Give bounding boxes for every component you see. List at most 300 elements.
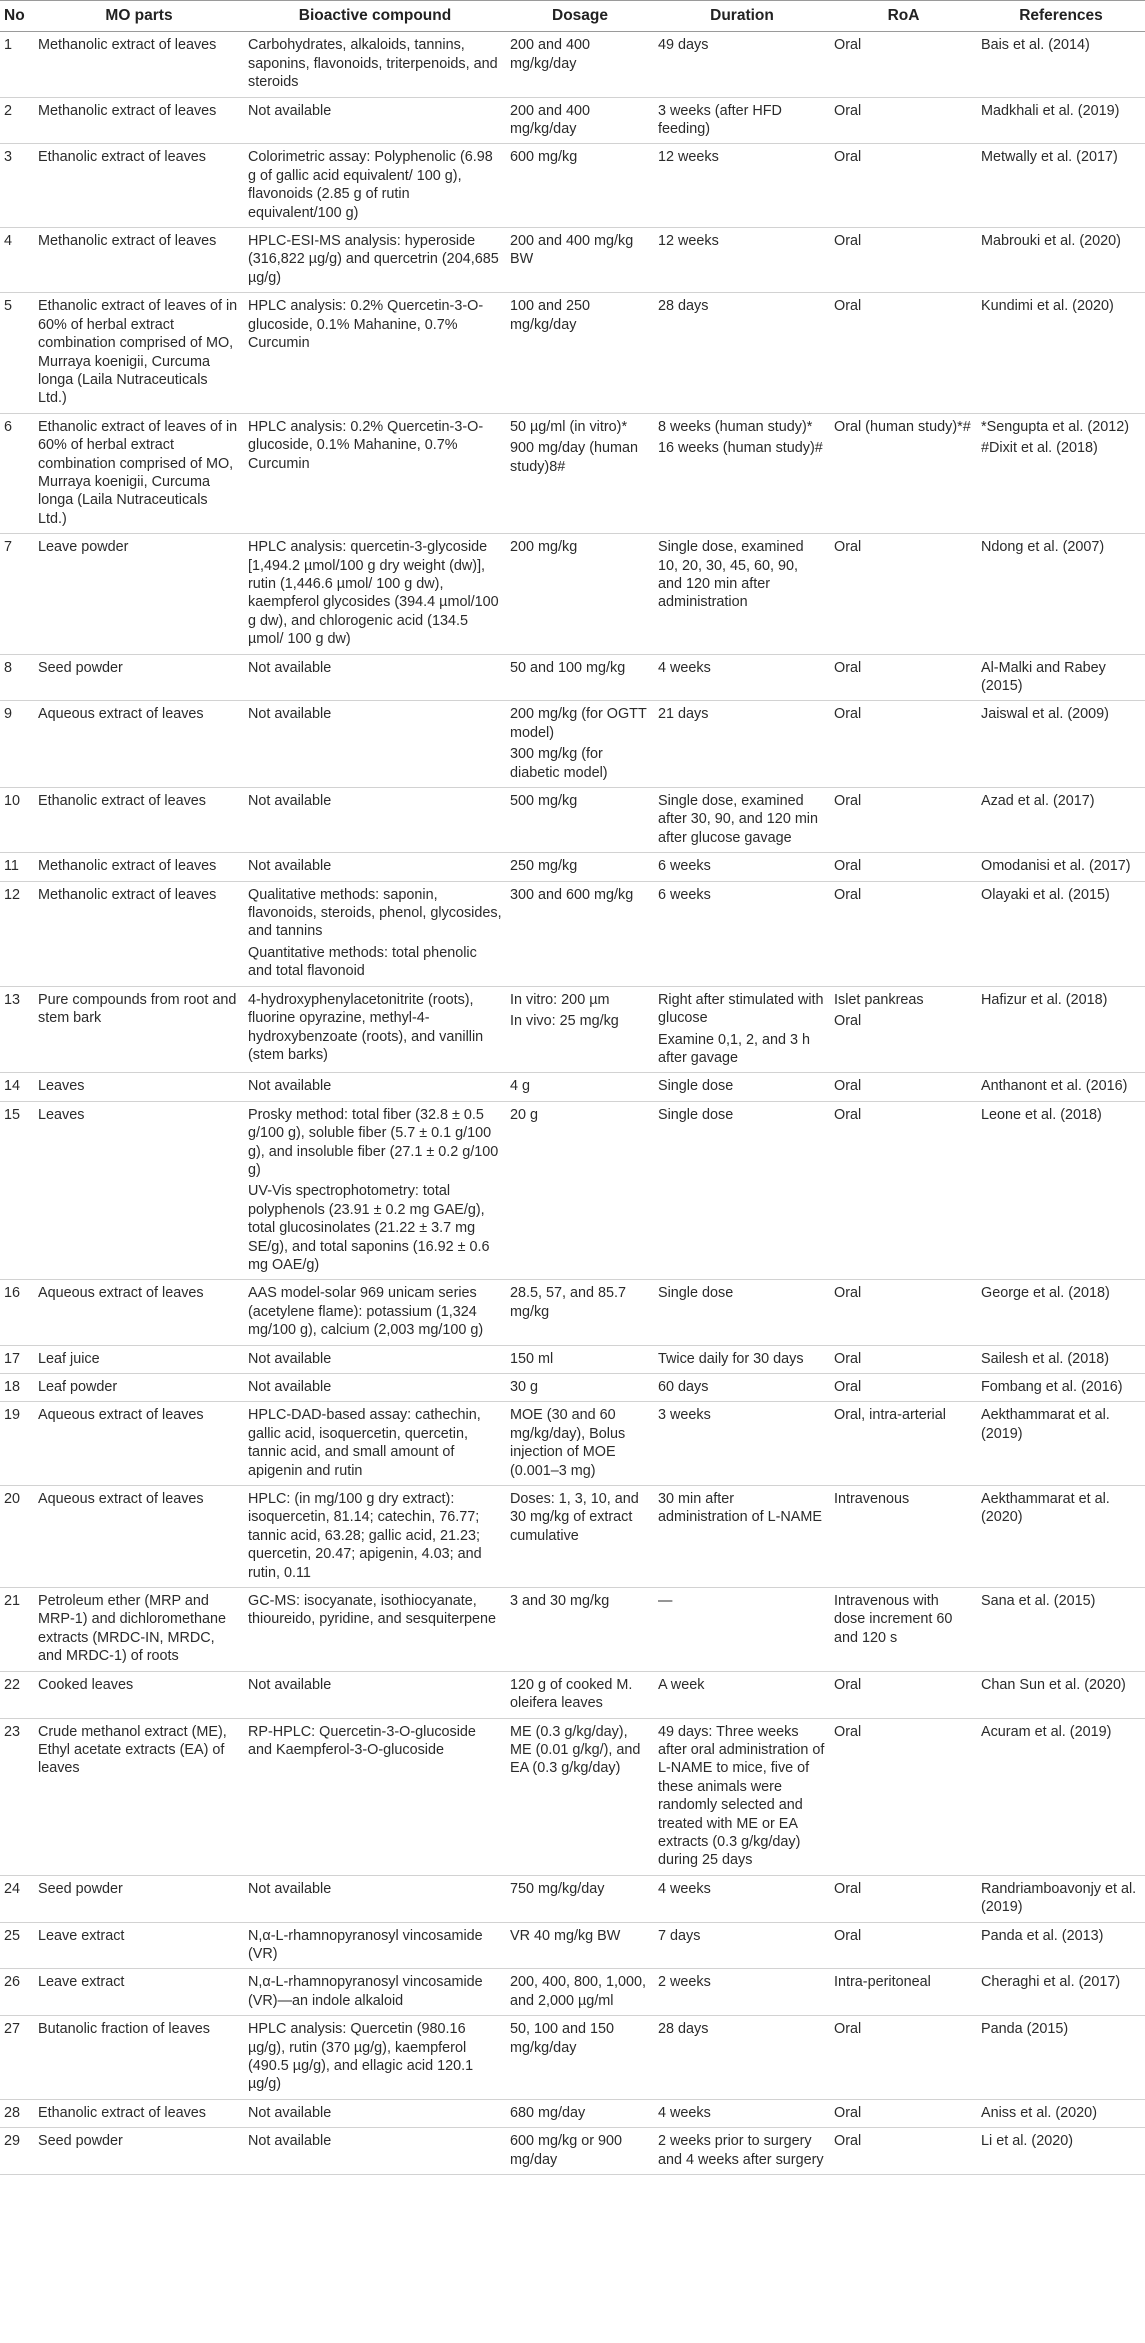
cell-dosage-text: 120 g of cooked M. oleifera leaves — [510, 1676, 633, 1712]
cell-roa — [830, 1718, 977, 1875]
cell-roa — [830, 1101, 977, 1280]
cell-roa-text: Oral — [834, 886, 862, 903]
cell-mo-parts-text: Ethanolic extract of leaves of in 60% of herbal extract combination comprised of MO, Murraya koenigii, Curcuma longa (Laila Nutraceuticals Ltd.) — [38, 418, 238, 527]
cell-duration-text: 28 days — [658, 2021, 709, 2038]
cell-mo-parts — [34, 2016, 244, 2100]
cell-no: 13 — [0, 986, 34, 1073]
cell-bioactive-compound — [244, 1718, 506, 1875]
cell-mo-parts — [34, 1280, 244, 1345]
cell-roa — [830, 1486, 977, 1588]
table-row — [0, 1922, 1145, 1969]
cell-duration — [654, 1718, 830, 1875]
cell-no: 28 — [0, 2099, 34, 2127]
cell-dosage — [506, 1875, 654, 1922]
cell-roa-text: Oral — [834, 102, 862, 119]
cell-bioactive-compound — [244, 853, 506, 881]
cell-reference-text: Randriamboavonjy et al. (2019) — [981, 1880, 1137, 1916]
cell-dosage — [506, 534, 654, 654]
cell-dosage — [506, 144, 654, 228]
cell-duration-text: 4 weeks — [658, 2104, 711, 2121]
cell-dosage-text: 200 mg/kg (for OGTT model) — [510, 706, 647, 741]
cell-reference — [977, 1718, 1145, 1875]
cell-dosage — [506, 1718, 654, 1875]
table-row — [0, 1280, 1145, 1345]
table-row — [0, 2128, 1145, 2175]
cell-roa — [830, 1402, 977, 1486]
cell-mo-parts-text: Leaf juice — [38, 1350, 100, 1367]
cell-bioactive-compound-text: Qualitative methods: saponin, flavonoids, steroids, phenol, glycosides, and tannins — [248, 886, 502, 940]
cell-mo-parts-text: Crude methanol extract (ME), Ethyl acetate extracts (EA) of leaves — [38, 1723, 227, 1777]
table-row — [0, 32, 1145, 97]
cell-dosage — [506, 1280, 654, 1345]
cell-bioactive-compound — [244, 701, 506, 788]
cell-bioactive-compound-text: Not available — [248, 1880, 332, 1897]
cell-bioactive-compound — [244, 228, 506, 293]
cell-no: 19 — [0, 1402, 34, 1486]
cell-bioactive-compound — [244, 1486, 506, 1588]
cell-bioactive-compound-text: HPLC: (in mg/100 g dry extract): isoquercetin, 81.14; catechin, 76.77; tannic acid, 63.28; gallic acid, 21.23; quercetin, 20.47; apigenin, 4.03; and rutin, 0.11 — [248, 1491, 482, 1581]
cell-duration-text: 16 weeks (human study)# — [658, 440, 823, 457]
cell-mo-parts — [34, 654, 244, 701]
cell-reference — [977, 853, 1145, 881]
cell-dosage-text: 50, 100 and 150 mg/kg/day — [510, 2021, 615, 2056]
cell-bioactive-compound-text: Not available — [248, 2104, 332, 2121]
cell-dosage — [506, 2099, 654, 2127]
cell-dosage-text: 900 mg/day (human study)8# — [510, 440, 638, 475]
cell-bioactive-compound — [244, 1101, 506, 1280]
cell-duration-text: 49 days — [658, 37, 709, 54]
table-row — [0, 1486, 1145, 1588]
cell-no: 7 — [0, 534, 34, 654]
cell-dosage-text: 50 and 100 mg/kg — [510, 659, 626, 676]
table-row — [0, 1718, 1145, 1875]
table-row — [0, 1671, 1145, 1718]
cell-bioactive-compound — [244, 788, 506, 853]
cell-mo-parts — [34, 2128, 244, 2175]
table-row — [0, 1101, 1145, 1280]
cell-dosage-text: 200 and 400 mg/kg/day — [510, 37, 591, 72]
cell-roa-text: Oral — [834, 149, 862, 166]
cell-reference — [977, 986, 1145, 1073]
cell-reference-text: Hafizur et al. (2018) — [981, 991, 1108, 1008]
cell-bioactive-compound-text: N,α-L-rhamnopyranosyl vincosamide (VR) — [248, 1927, 483, 1962]
cell-dosage — [506, 788, 654, 853]
cell-mo-parts-text: Seed powder — [38, 2133, 123, 2150]
cell-duration-text: Single dose — [658, 1285, 734, 1302]
header-references: References — [977, 1, 1145, 32]
table-row — [0, 228, 1145, 293]
cell-no: 20 — [0, 1486, 34, 1588]
cell-bioactive-compound-text: Not available — [248, 706, 332, 723]
cell-roa — [830, 881, 977, 986]
cell-reference-text: Olayaki et al. (2015) — [981, 886, 1110, 903]
cell-bioactive-compound — [244, 1969, 506, 2016]
cell-mo-parts — [34, 144, 244, 228]
cell-dosage-text: 20 g — [510, 1106, 539, 1123]
cell-dosage-text: 200, 400, 800, 1,000, and 2,000 µg/ml — [510, 1974, 647, 2009]
cell-roa — [830, 1922, 977, 1969]
cell-reference-text: Aniss et al. (2020) — [981, 2104, 1097, 2121]
cell-no: 8 — [0, 654, 34, 701]
cell-roa-text: Oral — [834, 793, 862, 810]
cell-dosage — [506, 1486, 654, 1588]
cell-no: 18 — [0, 1374, 34, 1402]
cell-roa-text: Oral (human study)*# — [834, 418, 971, 435]
cell-dosage — [506, 228, 654, 293]
cell-no: 6 — [0, 413, 34, 533]
cell-bioactive-compound-text: UV-Vis spectrophotometry: total polyphenols (23.91 ± 0.2 mg GAE/g), total glucosinolates (21.22 ± 3.7 mg SE/g), and total saponins (16.92 ± 0.6 mg OAE/g) — [248, 1183, 490, 1273]
cell-dosage — [506, 654, 654, 701]
cell-roa-text: Oral — [834, 858, 862, 875]
cell-mo-parts-text: Seed powder — [38, 1880, 123, 1897]
cell-duration — [654, 1875, 830, 1922]
cell-reference-text: Sailesh et al. (2018) — [981, 1350, 1109, 1367]
cell-roa — [830, 1345, 977, 1373]
cell-no: 16 — [0, 1280, 34, 1345]
cell-duration — [654, 853, 830, 881]
header-bioactive-compound: Bioactive compound — [244, 1, 506, 32]
cell-duration — [654, 1345, 830, 1373]
cell-duration-text: Right after stimulated with glucose — [658, 991, 824, 1027]
cell-roa — [830, 1280, 977, 1345]
cell-duration-text: 6 weeks — [658, 886, 711, 903]
cell-bioactive-compound — [244, 1345, 506, 1373]
cell-duration — [654, 701, 830, 788]
cell-duration — [654, 788, 830, 853]
cell-dosage — [506, 1969, 654, 2016]
cell-duration — [654, 534, 830, 654]
cell-reference-text: Mabrouki et al. (2020) — [981, 233, 1121, 250]
cell-duration — [654, 1101, 830, 1280]
cell-bioactive-compound-text: Colorimetric assay: Polyphenolic (6.98 g of gallic acid equivalent/ 100 g), flavonoids (2.85 g of rutin equivalent/100 g) — [248, 149, 493, 221]
cell-bioactive-compound — [244, 986, 506, 1073]
cell-dosage — [506, 986, 654, 1073]
cell-no: 11 — [0, 853, 34, 881]
cell-roa-text: Oral — [834, 1078, 862, 1095]
cell-roa — [830, 2016, 977, 2100]
cell-bioactive-compound-text: Not available — [248, 1078, 332, 1095]
cell-dosage-text: 200 and 400 mg/kg BW — [510, 233, 634, 268]
cell-dosage — [506, 2016, 654, 2100]
cell-reference-text: Omodanisi et al. (2017) — [981, 858, 1131, 875]
cell-bioactive-compound — [244, 1280, 506, 1345]
cell-duration — [654, 413, 830, 533]
cell-duration-text: 6 weeks — [658, 858, 711, 875]
header-duration: Duration — [654, 1, 830, 32]
cell-bioactive-compound-text: HPLC analysis: 0.2% Quercetin-3-O-glucoside, 0.1% Mahanine, 0.7% Curcumin — [248, 418, 484, 472]
cell-reference — [977, 97, 1145, 144]
cell-reference-text: Jaiswal et al. (2009) — [981, 706, 1109, 723]
table-body — [0, 32, 1145, 2175]
cell-roa-text: Oral — [834, 2104, 862, 2121]
cell-no: 12 — [0, 881, 34, 986]
cell-dosage-text: 30 g — [510, 1379, 539, 1395]
cell-dosage — [506, 2128, 654, 2175]
cell-roa — [830, 2128, 977, 2175]
cell-reference-text: Cheraghi et al. (2017) — [981, 1974, 1121, 1991]
cell-duration — [654, 97, 830, 144]
cell-mo-parts-text: Cooked leaves — [38, 1676, 134, 1693]
cell-dosage-text: 3 and 30 mg/kg — [510, 1593, 610, 1610]
header-mo-parts: MO parts — [34, 1, 244, 32]
cell-mo-parts — [34, 1718, 244, 1875]
cell-dosage — [506, 413, 654, 533]
cell-duration — [654, 1073, 830, 1101]
cell-bioactive-compound-text: Not available — [248, 102, 332, 119]
cell-reference — [977, 2016, 1145, 2100]
cell-duration-text: 2 weeks prior to surgery and 4 weeks after surgery — [658, 2133, 824, 2168]
cell-reference — [977, 2099, 1145, 2127]
cell-roa-text: Oral — [834, 1350, 862, 1367]
cell-dosage-text: 100 and 250 mg/kg/day — [510, 298, 591, 333]
cell-bioactive-compound-text: Carbohydrates, alkaloids, tannins, saponins, flavonoids, triterpenoids, and steroids — [248, 37, 498, 91]
cell-reference — [977, 1280, 1145, 1345]
cell-bioactive-compound — [244, 2099, 506, 2127]
header-no: No — [0, 1, 34, 32]
table-row — [0, 881, 1145, 986]
cell-mo-parts — [34, 32, 244, 97]
cell-reference-text: Al-Malki and Rabey (2015) — [981, 659, 1106, 694]
cell-duration — [654, 293, 830, 413]
cell-roa — [830, 1588, 977, 1672]
cell-duration — [654, 1922, 830, 1969]
cell-reference-text: #Dixit et al. (2018) — [981, 440, 1098, 457]
cell-reference-text: Anthanont et al. (2016) — [981, 1078, 1128, 1095]
cell-roa-text: Intra-peritoneal — [834, 1974, 931, 1991]
cell-duration — [654, 144, 830, 228]
cell-mo-parts-text: Aqueous extract of leaves — [38, 1407, 204, 1424]
cell-mo-parts — [34, 881, 244, 986]
cell-no: 2 — [0, 97, 34, 144]
cell-roa-text: Oral — [834, 1379, 862, 1395]
cell-bioactive-compound-text: RP-HPLC: Quercetin-3-O-glucoside and Kaempferol-3-O-glucoside — [248, 1723, 476, 1758]
cell-bioactive-compound — [244, 2128, 506, 2175]
header-row — [0, 1, 1145, 32]
cell-dosage-text: 4 g — [510, 1078, 531, 1095]
cell-bioactive-compound-text: Not available — [248, 1350, 332, 1367]
cell-dosage — [506, 293, 654, 413]
cell-bioactive-compound — [244, 413, 506, 533]
cell-duration-text: 8 weeks (human study)* — [658, 418, 813, 435]
cell-bioactive-compound-text: Quantitative methods: total phenolic and total flavonoid — [248, 944, 477, 980]
cell-duration-text: Twice daily for 30 days — [658, 1350, 804, 1367]
cell-reference-text: Azad et al. (2017) — [981, 793, 1095, 810]
cell-dosage-text: ME (0.3 g/kg/day), ME (0.01 g/kg/), and EA (0.3 g/kg/day) — [510, 1723, 641, 1777]
cell-reference — [977, 1922, 1145, 1969]
cell-no: 3 — [0, 144, 34, 228]
cell-roa — [830, 228, 977, 293]
cell-reference-text: *Sengupta et al. (2012) — [981, 418, 1130, 435]
cell-roa-text: Oral — [834, 2133, 862, 2150]
cell-roa-text: Oral — [834, 659, 862, 676]
cell-roa-text: Oral — [834, 1723, 862, 1740]
cell-no: 5 — [0, 293, 34, 413]
cell-roa-text: Oral — [834, 2021, 862, 2038]
cell-mo-parts-text: Aqueous extract of leaves — [38, 1491, 204, 1508]
cell-mo-parts-text: Leave extract — [38, 1927, 125, 1944]
cell-dosage-text: In vitro: 200 µm — [510, 991, 610, 1008]
cell-no: 14 — [0, 1073, 34, 1101]
cell-reference — [977, 1486, 1145, 1588]
cell-roa — [830, 32, 977, 97]
cell-duration-text: 4 weeks — [658, 1880, 711, 1897]
cell-roa-text: Oral — [834, 1927, 862, 1944]
cell-bioactive-compound — [244, 293, 506, 413]
cell-mo-parts — [34, 1073, 244, 1101]
cell-no: 23 — [0, 1718, 34, 1875]
cell-duration-text: 60 days — [658, 1379, 709, 1395]
cell-no: 24 — [0, 1875, 34, 1922]
cell-duration-text: Single dose, examined after 30, 90, and 120 min after glucose gavage — [658, 793, 819, 846]
cell-duration-text: 28 days — [658, 298, 709, 315]
cell-bioactive-compound-text: Not available — [248, 1676, 332, 1693]
cell-roa-text: Oral — [834, 1880, 862, 1897]
cell-mo-parts-text: Aqueous extract of leaves — [38, 1285, 204, 1302]
cell-duration — [654, 1280, 830, 1345]
cell-reference-text: Acuram et al. (2019) — [981, 1723, 1112, 1740]
table-row — [0, 1345, 1145, 1373]
cell-mo-parts — [34, 413, 244, 533]
cell-mo-parts-text: Aqueous extract of leaves — [38, 706, 204, 723]
cell-bioactive-compound — [244, 97, 506, 144]
table-row — [0, 853, 1145, 881]
cell-no: 1 — [0, 32, 34, 97]
cell-dosage-text: Doses: 1, 3, 10, and 30 mg/kg of extract cumulative — [510, 1491, 639, 1544]
cell-bioactive-compound-text: N,α-L-rhamnopyranosyl vincosamide (VR)—an indole alkaloid — [248, 1974, 483, 2009]
cell-dosage — [506, 853, 654, 881]
cell-mo-parts — [34, 1101, 244, 1280]
cell-dosage-text: 200 and 400 mg/kg/day — [510, 102, 591, 138]
cell-reference — [977, 293, 1145, 413]
cell-no: 26 — [0, 1969, 34, 2016]
cell-roa — [830, 2099, 977, 2127]
cell-reference — [977, 1671, 1145, 1718]
cell-roa-text: Oral, intra-arterial — [834, 1407, 946, 1424]
cell-no: 25 — [0, 1922, 34, 1969]
cell-mo-parts-text: Ethanolic extract of leaves — [38, 793, 206, 810]
cell-bioactive-compound-text: HPLC analysis: 0.2% Quercetin-3-O-glucoside, 0.1% Mahanine, 0.7% Curcumin — [248, 298, 484, 352]
cell-reference — [977, 32, 1145, 97]
table-row — [0, 788, 1145, 853]
cell-dosage-text: VR 40 mg/kg BW — [510, 1927, 621, 1944]
cell-mo-parts-text: Leaves — [38, 1078, 85, 1095]
cell-duration-text: 2 weeks — [658, 1974, 711, 1991]
cell-roa — [830, 654, 977, 701]
cell-reference-text: George et al. (2018) — [981, 1285, 1110, 1302]
cell-mo-parts — [34, 701, 244, 788]
cell-duration — [654, 1374, 830, 1402]
cell-reference-text: Leone et al. (2018) — [981, 1106, 1102, 1123]
table-row — [0, 97, 1145, 144]
cell-bioactive-compound-text: Not available — [248, 793, 332, 810]
cell-bioactive-compound-text: Not available — [248, 659, 332, 676]
cell-reference — [977, 228, 1145, 293]
cell-reference-text: Chan Sun et al. (2020) — [981, 1676, 1126, 1693]
table-row — [0, 1402, 1145, 1486]
cell-mo-parts-text: Methanolic extract of leaves — [38, 233, 217, 250]
cell-dosage-text: 500 mg/kg — [510, 793, 578, 810]
cell-duration — [654, 1969, 830, 2016]
cell-roa-text: Intravenous — [834, 1491, 910, 1508]
table-row — [0, 1374, 1145, 1402]
table-row — [0, 654, 1145, 701]
cell-duration-text: — — [658, 1593, 673, 1610]
cell-reference — [977, 1969, 1145, 2016]
cell-duration-text: 30 min after administration of L-NAME — [658, 1491, 822, 1526]
cell-duration-text: 49 days: Three weeks after oral administration of L-NAME to mice, five of these animals were randomly selected and treated with ME or EA extracts (0.3 g/kg/day) during 25 days — [658, 1723, 825, 1869]
cell-bioactive-compound — [244, 32, 506, 97]
cell-mo-parts-text: Leave powder — [38, 539, 129, 556]
cell-dosage — [506, 1671, 654, 1718]
cell-roa — [830, 97, 977, 144]
cell-roa — [830, 1671, 977, 1718]
cell-roa — [830, 986, 977, 1073]
cell-dosage-text: In vivo: 25 mg/kg — [510, 1013, 619, 1030]
cell-duration — [654, 2128, 830, 2175]
cell-reference-text: Bais et al. (2014) — [981, 37, 1090, 54]
cell-roa-text: Islet pankreas — [834, 991, 924, 1008]
cell-no: 22 — [0, 1671, 34, 1718]
cell-reference — [977, 1073, 1145, 1101]
cell-mo-parts-text: Ethanolic extract of leaves of in 60% of herbal extract combination comprised of MO, Murraya koenigii, Curcuma longa (Laila Nutraceuticals Ltd.) — [38, 298, 238, 407]
cell-duration-text: Single dose — [658, 1078, 734, 1095]
cell-duration-text: 3 weeks — [658, 1407, 711, 1424]
cell-reference — [977, 1101, 1145, 1280]
cell-reference — [977, 1374, 1145, 1402]
cell-bioactive-compound — [244, 654, 506, 701]
table-row — [0, 293, 1145, 413]
cell-bioactive-compound — [244, 1374, 506, 1402]
cell-duration — [654, 986, 830, 1073]
cell-dosage-text: 250 mg/kg — [510, 858, 578, 875]
cell-mo-parts-text: Leaves — [38, 1106, 85, 1123]
cell-bioactive-compound — [244, 144, 506, 228]
cell-dosage-text: 680 mg/day — [510, 2104, 586, 2121]
cell-mo-parts-text: Petroleum ether (MRP and MRP-1) and dichloromethane extracts (MRDC-IN, MRDC, and MRDC-1) of roots — [38, 1593, 226, 1665]
cell-reference-text: Metwally et al. (2017) — [981, 149, 1118, 166]
cell-reference — [977, 413, 1145, 533]
table-row — [0, 1588, 1145, 1672]
table-row — [0, 701, 1145, 788]
cell-reference — [977, 2128, 1145, 2175]
cell-reference-text: Madkhali et al. (2019) — [981, 102, 1120, 119]
cell-roa — [830, 853, 977, 881]
cell-duration-text: 3 weeks (after HFD feeding) — [658, 102, 782, 138]
cell-bioactive-compound-text: HPLC analysis: Quercetin (980.16 µg/g), rutin (370 µg/g), kaempferol (490.5 µg/g), and ellagic acid 120.1 µg/g) — [248, 2021, 474, 2093]
cell-reference-text: Ndong et al. (2007) — [981, 539, 1105, 556]
cell-no: 27 — [0, 2016, 34, 2100]
cell-mo-parts-text: Leaf powder — [38, 1379, 118, 1395]
cell-reference-text: Fombang et al. (2016) — [981, 1379, 1123, 1395]
cell-mo-parts-text: Ethanolic extract of leaves — [38, 2104, 206, 2121]
cell-bioactive-compound — [244, 1402, 506, 1486]
table-row — [0, 1875, 1145, 1922]
cell-dosage-text: 600 mg/kg — [510, 149, 578, 166]
cell-duration-text: Single dose — [658, 1106, 734, 1123]
cell-bioactive-compound-text: HPLC-DAD-based assay: cathechin, gallic acid, isoquercetin, quercetin, tannic acid, and small amount of apigenin and rutin — [248, 1407, 481, 1479]
cell-bioactive-compound — [244, 2016, 506, 2100]
cell-duration-text: Single dose, examined 10, 20, 30, 45, 60, 90, and 120 min after administration — [658, 539, 804, 611]
cell-reference — [977, 534, 1145, 654]
cell-duration — [654, 2016, 830, 2100]
table-row — [0, 1969, 1145, 2016]
table-row — [0, 144, 1145, 228]
cell-bioactive-compound-text: AAS model-solar 969 unicam series (acetylene flame): potassium (1,324 mg/100 g), calcium (2,003 mg/100 g) — [248, 1285, 484, 1339]
cell-dosage-text: 750 mg/kg/day — [510, 1880, 605, 1897]
cell-roa — [830, 413, 977, 533]
cell-mo-parts — [34, 97, 244, 144]
cell-no: 17 — [0, 1345, 34, 1373]
